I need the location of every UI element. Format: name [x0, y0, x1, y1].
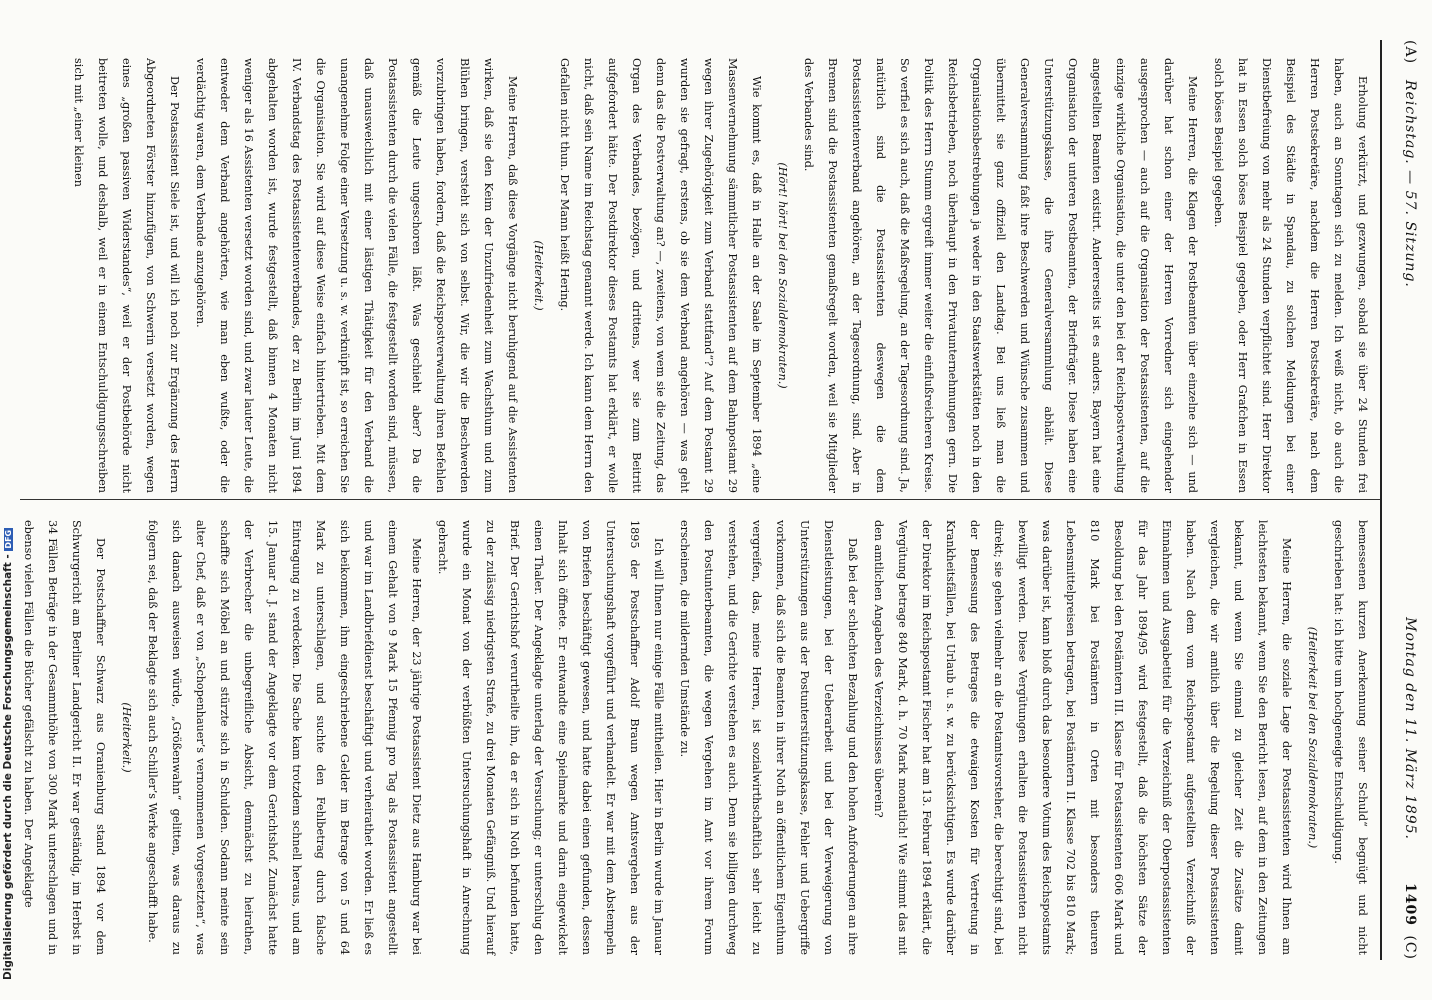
interjection: (Hört! hört! bei den Sozialdemokraten.) — [776, 162, 789, 389]
margin-marker-a: (A) — [1402, 40, 1418, 65]
paragraph: Der Postassistent Siele ist, und will ich noch zur Ergänzung des Herrn Abgeordneten Förster hinzufügen, von Schwerin versetzt worden, wegen eines „großen passiven Widerstandes“, weil er der Postbehörde nicht beitreten wolle, und deshalb, weil er in einem Entschuldigungsschreiben sich mit „einer kleinen — [72, 58, 181, 493]
header-rule — [1380, 40, 1382, 960]
paragraph: Meine Herren, daß diese Vorgänge nicht beruhigend auf die Assistenten wirken, daß sie den Keim der Unzufriedenheit zum Wachsthum und zum Blühen bringen, versteht sich von selbst. Wir, die wir die Beschwerden vorzubringen haben, fordern, daß die Reichspostverwaltung ihren Befehlen gemäß die Leute ungeschoren läßt. Was geschieht aber? Da die Postassistenten durch die vielen Fälle, die festgestellt worden sind, müssen, daß unausweichlich mit einer lästigen Thätigkeit für den Verband die unangenehme Folge einer Versetzung u. s. w. verknüpft ist, so erreichen Sie die Organisation. Sie wird auf diese Weise einfach hintertrieben. Mit dem IV. Verbandstag des Postassistentenverbandes, der zu Berlin im Juni 1894 abgehalten worden ist, wurde festgestellt, daß binnen 4 Monaten nicht weniger als 16 Assistenten versetzt worden sind, und zwar lauter Leute, die entweder dem Verband angehörten, wie man eben wußte, oder die verdächtig waren, dem Verbande anzugehören. — [194, 58, 519, 493]
paragraph: Wie kommt es, daß in Halle an der Saale im September 1894 „eine Massenvernehmung sämmtlicher Postassistenten auf dem Bahnpostamt 29 wegen ihrer Zugehörigkeit zum Verband stattfand“? Auf dem Postamt 29 wurden sie gefragt, erstens, ob sie dem Verband angehören — was geht denn das die Postverwaltung an? —, zweitens, von wem sie die Zeitung, das Organ des Verbandes, bezögen, und drittens, wer sie zum Beitritt aufgefordert hätte. Der Postdirektor dieses Postamts hat erklärt, er wolle nicht, daß sein Name im Reichstag genannt werde. Ich kann dem Herrn den Gefallen nicht thun. Der Mann heißt Hering. — [558, 58, 763, 493]
paragraph: bemessenen kurzen Anerkennung seiner Schuld“ begnügt und nicht geschrieben hat: ich bitte um hochgeneigte Entschuldigung. — [1332, 520, 1369, 955]
page-number: 1409 — [1402, 883, 1418, 926]
interjection: (Heiterkeit.) — [532, 240, 545, 311]
margin-marker-c: (C) — [1402, 935, 1418, 960]
dfg-logo-icon: DFG — [4, 529, 13, 549]
digitization-credit — [2, 528, 14, 980]
paragraph: Meine Herren, die soziale Lage der Postassistenten wird Ihnen am leichtesten bekannt, wenn Sie den Bericht lesen, auf dem in den Zeitungen bekannt, und wenn Sie einmal zu gleicher Zeit die Zusätze damit vergleichen, die wir amtlich über die Regelung dieser Postassistenten haben. Nach dem vom Reichspostamt aufgestellten Verzeichniß der Einnahmen und Ausgabetitel für die Verzeichniß der Oberpostassistenten für das Jahr 1894/95 wird festgestellt, daß die höchsten Sätze der Besoldung bei den Postämtern III. Klasse für Postassistenten 606 Mark und 810 Mark bei Postämtern in Orten mit besonders theuren Lebensmittelpreisen betragen, bei Postämtern II. Klasse 702 bis 810 Mark; was darüber ist, kann bloß durch das besondere Votum des Reichspostamts bewilligt werden. Diese Vergütungen erhalten die Postassistenten nicht direkt; sie gehen vielmehr an die Postamtsvorsteher, die berechtigt sind, bei der Bemessung des Betrages die etwaigen Kosten für Vertretung in Krankheitsfällen, bei Urlaub u. s. w. zu berücksichtigen. Es wurde darüber der Direktor im Reichspostamt Fischer hat am 13. Februar 1894 erklärt, die Vergütung betrage 840 Mark, d. h. 70 Mark monatlich! Wie stimmt das mit den amtlichen Angaben des Verzeichnisses überein? — [872, 520, 1293, 955]
digitization-credit-strip — [0, 0, 14, 1000]
running-head-date: Montag den 11. März 1895. — [1402, 617, 1418, 840]
paragraph: Der Postschaffner Schwarz aus Oranienburg stand 1894 vor dem Schwurgericht am Berliner Landgericht II. Er war geständig, im Herbst in 34 Fällen Beträge in der Gesammthöhe von 300 Mark unterschlagen und in ebenso vielen Fällen die Bücher gefälscht zu haben. Der Angeklagte — [22, 520, 107, 955]
interjection: (Heiterkeit bei den Sozialdemokraten.) — [1306, 626, 1319, 849]
paragraph: Meine Herren, der 23 jährige Postassistent Dietz aus Hamburg war bei einem Gehalt von 9 Mark 15 Pfennig pro Tag als Postassistent angestellt und war im Landbriefdienst beschäftigt und verheirathet worden. Er ließ es sich beikommen, ihm eingeschriebene Gelder im Betrage von 5 und 64 Mark zu unterschlagen, und suchte den Fehlbetrag durch falsche Eintragung zu verdecken. Die Sache kam trotzdem schnell heraus, und am 15. Januar d. J. stand der Angeklagte vor dem Gerichtshof. Zunächst hatte der Verbrecher die unbegreifliche Absicht, demnächst zu heirathen, schaffte sich Möbel an und stürzte sich in Schulden. Sodann meinte sein alter Chef, daß er von „Schopenhauer’s vernommenen Vorgesetzten“, was sich danach ausweisen würde, „Größenwahn“ gelitten, was daraus zu folgern sei, daß der Beklagte sich auch Schiller’s Werke angeschafft habe. — [146, 520, 423, 955]
right-column — [22, 520, 1374, 955]
left-column — [44, 58, 1374, 493]
running-head-title: Reichstag. — 57. Sitzung. — [1402, 80, 1418, 288]
paragraph: Meine Herren, die Klagen der Postbeamten über einzelne sich — und darüber hat schon einer der Herren Vorredner sich eingehender ausgesprochen — auch auf die Organisation der Postassistenten, auf die einzige wirkliche Organisation, die unter den bei der Reichspostverwaltung angestellten Beamten existirt. Andererseits ist es anders. Bayern hat eine Organisation der unteren Postbeamten, der Briefträger. Diese haben eine Unterstützungskasse, die ihre Generalversammlung abhält. Diese Generalversammlung faßt ihre Beschwerden und Wünsche zusammen und übermittelt sie ganz offiziell den Landtag. Bei uns ließ man die Organisationsbestrebungen ja weder in den Staatswerkstätten noch in den Reichsbetrieben, noch überhaupt in den Privatunternehmungen gern. Die Politik des Herrn Stumm ergreift immer weiter die einflußreicheren Kreise. So verfiel es sich auch, daß die Maßregelung, an der Tagesordnung sind. Ja, natürlich sind die Postassistenten deswegen die dem Postassistentenverband angehören, an der Tagesordnung, sind. Aber in Bremen sind die Postassistenten gemaßregelt worden, weil sie Mitglieder des Verbandes sind. — [802, 58, 1199, 493]
column-divider — [20, 499, 1380, 500]
running-head — [1388, 40, 1428, 960]
paragraph: Daß bei der schlechten Bezahlung und den hohen Anforderungen an ihre Dienstleistungen, bei der Ueberarbeit und bei der Verweigerung von Unterstützungen aus der Postunterstützungskasse, Fehler und Uebergriffe vorkommen, daß sich die Beamten in ihrer Noth an öffentlichem Eigenthum vergreifen, das, meine Herren, ist sozialwirthschaftlich sehr leicht zu verstehen, und die Gerichte verstehen es auch. Denn sie billigen durchweg den Postunterbeamten, die wegen Vergehen im Amt vor ihrem Forum erscheinen, die mildernden Umstände zu. — [678, 520, 859, 955]
interjection: (Heiterkeit.) — [120, 702, 133, 773]
paragraph: Erholung verkürzt, und gezwungen, sobald sie über 24 Stunden frei haben, auch an Sonntagen sich zu melden. Ich weiß nicht, ob auch die Herren Postsekretäre, nachdem die Herren Postsekretäre, nach dem Beispiel des Städte in Spandau, zu solchen Meldungen bei einer Dienstbefreiung von mehr als 24 Stunden verpflichtet sind. Herr Direktor hat in Essen solch böses Beispiel gegeben, oder Herr Grafchen in Essen solch böses Beispiel gegeben. — [1212, 58, 1369, 493]
paragraph: Ich will Ihnen nur einige Fälle mittheilen. Hier in Berlin wurde im Januar 1895 der Postschaffner Adolf Braun wegen Amtsvergehen aus der Untersuchungshaft vorgeführt und verhandelt. Er war mit dem Abstempeln von Briefen beschäftigt gewesen, und hatte dabei einen gefunden, dessen Inhalt sich öffnete. Er entwandte eine Spielmarke und darin eingewickelt einen Thaler. Der Angeklagte unterlag der Versuchung; er unterschlug den Brief. Der Gerichtshof verurtheilte ihn, da er sich in Noth befunden hatte, zu der zulässig niedrigsten Strafe, zu drei Monaten Gefängniß. Und hierauf wurde ein Monat von der verbüßten Untersuchungshaft in Anrechnung gebracht. — [436, 520, 665, 955]
credit-text: Digitalisierung gefördert durch die Deutsche Forschungsgemeinschaft - — [2, 554, 14, 980]
